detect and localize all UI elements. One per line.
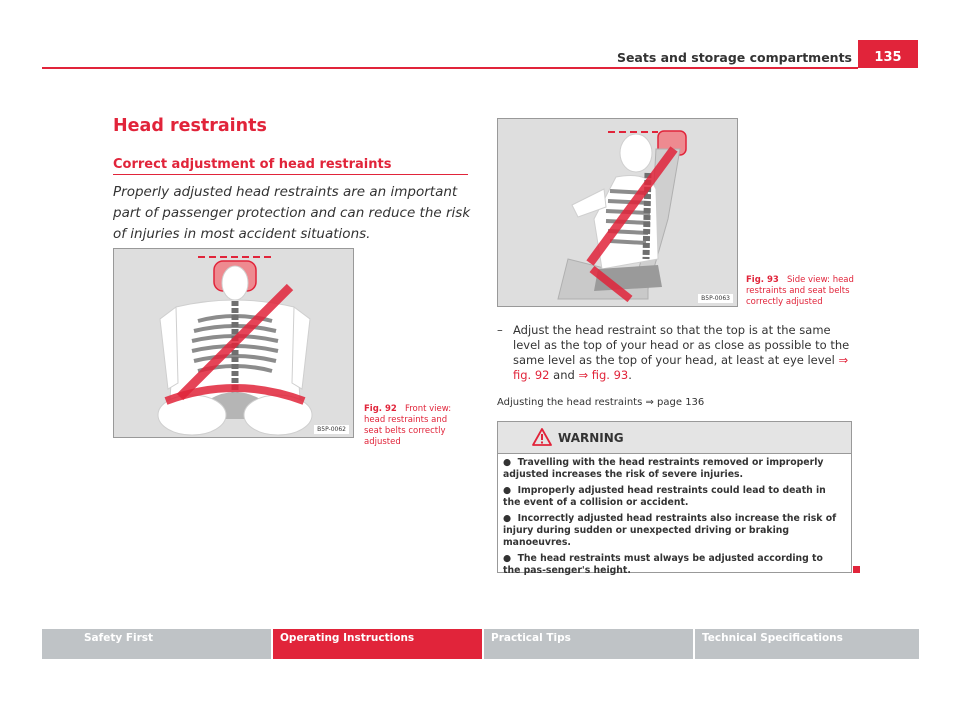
bullet-icon: ● <box>503 485 518 496</box>
warning-item <box>503 553 843 577</box>
bullet-icon: ● <box>503 553 518 564</box>
figure-caption-text: Front view: head restraints and seat belts correctly adjusted <box>364 404 452 447</box>
nav-tab-operating-instructions[interactable]: Operating Instructions <box>273 629 482 659</box>
nav-tab-safety-first[interactable]: Safety First <box>42 629 271 659</box>
warning-triangle-icon <box>532 428 552 446</box>
figure-caption-text: Side view: head restraints and seat belts correctly adjusted <box>746 275 854 307</box>
fig92-link[interactable]: ⇒ fig. 92 <box>513 353 849 382</box>
running-header-title: Seats and storage compartments <box>616 50 852 65</box>
step-text-end: . <box>628 368 632 382</box>
warning-header <box>498 422 851 454</box>
warning-box <box>497 421 852 576</box>
figure-92-front-view <box>113 248 354 438</box>
section-title: Head restraints <box>113 116 267 136</box>
warning-item-text: Incorrectly adjusted head restraints also increase the risk of injury during sudden or unexpected driving or braking manoeuvres. <box>503 513 837 548</box>
warning-item <box>503 485 843 509</box>
warning-item-text: The head restraints must always be adjusted according to the pas-senger's height. <box>503 553 823 576</box>
nav-tab-practical-tips[interactable]: Practical Tips <box>484 629 693 659</box>
step-text-middle: and <box>549 368 579 382</box>
intro-paragraph: Properly adjusted head restraints are an important part of passenger protection and can reduce the risk of injuries in most accident situations. <box>113 184 471 242</box>
figure-93-caption <box>746 275 856 308</box>
warning-item-text: Travelling with the head restraints removed or improperly adjusted increases the risk of severe injuries. <box>503 457 824 480</box>
adjusting-page-reference[interactable]: Adjusting the head restraints ⇒ page 136 <box>497 397 705 408</box>
fig93-link[interactable]: ⇒ fig. 93 <box>578 368 629 382</box>
instruction-step <box>497 323 857 383</box>
warning-list <box>503 457 843 581</box>
header-rule <box>42 67 858 69</box>
section-end-marker <box>853 566 860 573</box>
figure-92-caption <box>364 404 464 448</box>
nav-tab-technical-specifications[interactable]: Technical Specifications <box>695 629 919 659</box>
figure-code: B5P-0063 <box>698 294 733 303</box>
bullet-icon: ● <box>503 457 518 468</box>
page-number: 135 <box>858 40 918 68</box>
warning-item <box>503 457 843 481</box>
warning-item <box>503 513 843 549</box>
figure-code: B5P-0062 <box>314 425 349 434</box>
figure-label: Fig. 93 <box>746 275 779 285</box>
step-text <box>513 323 857 383</box>
step-dash: – <box>497 323 503 337</box>
step-text-start: Adjust the head restraint so that the top is at the same level as the top of your head or as close as possible to the same level as the top of your head, at least at eye level <box>513 323 850 367</box>
subsection-rule <box>113 174 468 175</box>
subsection-title: Correct adjustment of head restraints <box>113 157 392 172</box>
figure-label: Fig. 92 <box>364 404 397 414</box>
figure-93-side-view <box>497 118 738 307</box>
bullet-icon: ● <box>503 513 518 524</box>
warning-title: WARNING <box>558 431 624 445</box>
side-view-illustration <box>498 119 737 306</box>
warning-item-text: Improperly adjusted head restraints could lead to death in the event of a collision or accident. <box>503 485 826 508</box>
front-view-illustration <box>114 249 353 437</box>
